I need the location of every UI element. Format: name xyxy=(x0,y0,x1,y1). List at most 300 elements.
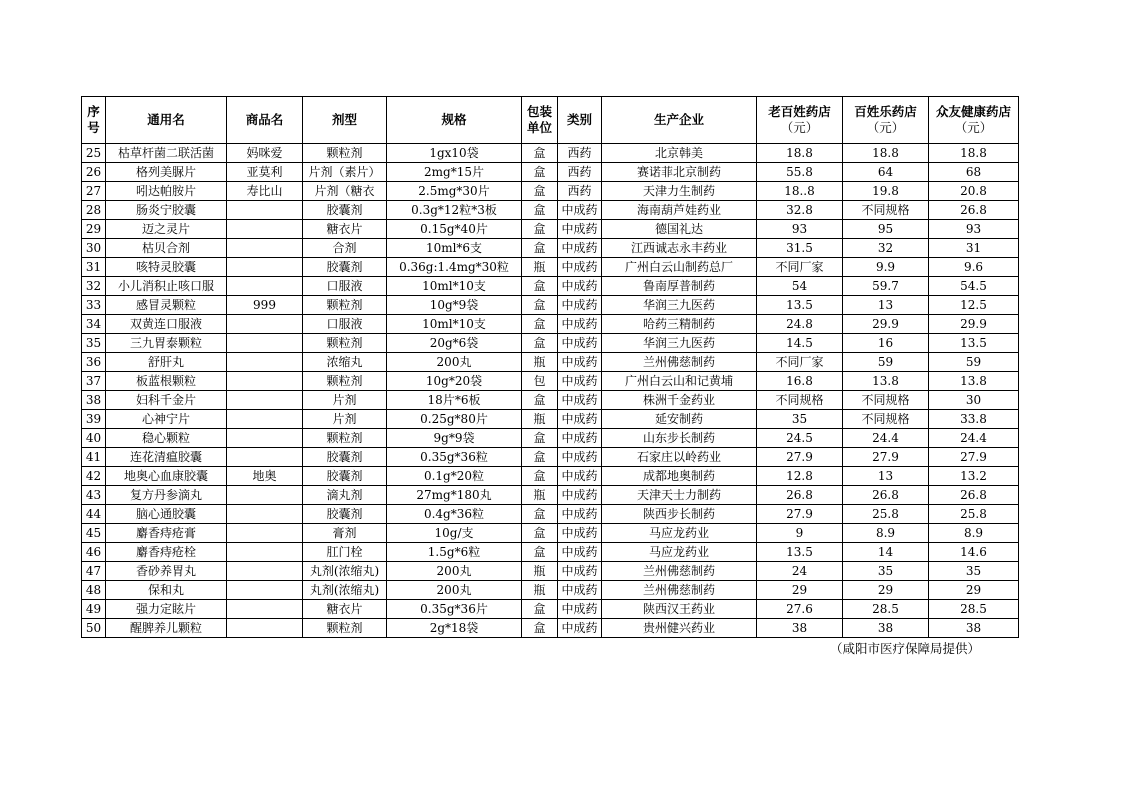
cell-maker: 马应龙药业 xyxy=(602,543,757,562)
cell-category: 中成药 xyxy=(558,296,602,315)
cell-p3: 25.8 xyxy=(929,505,1019,524)
cell-form: 膏剂 xyxy=(303,524,387,543)
cell-form: 片剂（素片） xyxy=(303,163,387,182)
cell-unit: 盒 xyxy=(522,315,558,334)
cell-seq: 32 xyxy=(82,277,106,296)
cell-form: 浓缩丸 xyxy=(303,353,387,372)
column-header-spec xyxy=(387,97,522,144)
cell-maker: 株洲千金药业 xyxy=(602,391,757,410)
table-row xyxy=(82,600,1019,619)
cell-form: 片剂（糖衣 xyxy=(303,182,387,201)
table-row xyxy=(82,163,1019,182)
cell-p3: 31 xyxy=(929,239,1019,258)
cell-unit: 盒 xyxy=(522,220,558,239)
cell-category: 中成药 xyxy=(558,486,602,505)
cell-p1: 54 xyxy=(757,277,843,296)
cell-unit: 盒 xyxy=(522,239,558,258)
cell-generic: 三九胃泰颗粒 xyxy=(106,334,227,353)
cell-brand: 999 xyxy=(227,296,303,315)
drug-price-table xyxy=(81,96,1019,638)
cell-seq: 42 xyxy=(82,467,106,486)
cell-form: 颗粒剂 xyxy=(303,429,387,448)
cell-spec: 0.1g*20粒 xyxy=(387,467,522,486)
cell-form: 颗粒剂 xyxy=(303,144,387,163)
table-row xyxy=(82,429,1019,448)
cell-p3: 59 xyxy=(929,353,1019,372)
cell-p2: 29 xyxy=(843,581,929,600)
cell-p1: 24.8 xyxy=(757,315,843,334)
cell-category: 中成药 xyxy=(558,372,602,391)
cell-seq: 47 xyxy=(82,562,106,581)
cell-maker: 山东步长制药 xyxy=(602,429,757,448)
cell-brand xyxy=(227,619,303,638)
cell-generic: 感冒灵颗粒 xyxy=(106,296,227,315)
cell-category: 中成药 xyxy=(558,505,602,524)
cell-p2: 64 xyxy=(843,163,929,182)
cell-form: 颗粒剂 xyxy=(303,619,387,638)
table-row xyxy=(82,277,1019,296)
cell-unit: 盒 xyxy=(522,334,558,353)
table-row xyxy=(82,524,1019,543)
cell-spec: 1.5g*6粒 xyxy=(387,543,522,562)
price-table-sheet xyxy=(81,96,1019,638)
column-header-form xyxy=(303,97,387,144)
cell-maker: 延安制药 xyxy=(602,410,757,429)
cell-form: 胶囊剂 xyxy=(303,258,387,277)
cell-brand xyxy=(227,429,303,448)
cell-p1: 32.8 xyxy=(757,201,843,220)
cell-p2: 59.7 xyxy=(843,277,929,296)
cell-p1: 31.5 xyxy=(757,239,843,258)
table-row xyxy=(82,372,1019,391)
cell-generic: 迈之灵片 xyxy=(106,220,227,239)
cell-p3: 68 xyxy=(929,163,1019,182)
cell-maker: 鲁南厚普制药 xyxy=(602,277,757,296)
cell-p3: 35 xyxy=(929,562,1019,581)
cell-spec: 10ml*6支 xyxy=(387,239,522,258)
table-body xyxy=(82,144,1019,638)
cell-seq: 37 xyxy=(82,372,106,391)
table-row xyxy=(82,410,1019,429)
cell-generic: 吲达帕胺片 xyxy=(106,182,227,201)
cell-spec: 2g*18袋 xyxy=(387,619,522,638)
cell-generic: 地奥心血康胶囊 xyxy=(106,467,227,486)
column-header-label: 老百姓药店 xyxy=(768,104,831,119)
cell-maker: 兰州佛慈制药 xyxy=(602,353,757,372)
cell-p3: 29 xyxy=(929,581,1019,600)
cell-p3: 26.8 xyxy=(929,486,1019,505)
cell-p1: 26.8 xyxy=(757,486,843,505)
cell-seq: 50 xyxy=(82,619,106,638)
cell-maker: 兰州佛慈制药 xyxy=(602,562,757,581)
cell-brand xyxy=(227,220,303,239)
cell-p3: 33.8 xyxy=(929,410,1019,429)
cell-seq: 46 xyxy=(82,543,106,562)
cell-form: 胶囊剂 xyxy=(303,448,387,467)
cell-seq: 33 xyxy=(82,296,106,315)
column-header-p3 xyxy=(929,97,1019,144)
cell-maker: 陕西汉王药业 xyxy=(602,600,757,619)
cell-p3: 30 xyxy=(929,391,1019,410)
cell-maker: 石家庄以岭药业 xyxy=(602,448,757,467)
cell-p2: 14 xyxy=(843,543,929,562)
cell-p2: 9.9 xyxy=(843,258,929,277)
table-row xyxy=(82,448,1019,467)
cell-unit: 瓶 xyxy=(522,562,558,581)
cell-seq: 36 xyxy=(82,353,106,372)
source-note: （咸阳市医疗保障局提供） xyxy=(830,641,981,656)
cell-p2: 25.8 xyxy=(843,505,929,524)
cell-brand xyxy=(227,486,303,505)
cell-p3: 29.9 xyxy=(929,315,1019,334)
cell-spec: 10g*20袋 xyxy=(387,372,522,391)
cell-generic: 醒脾养儿颗粒 xyxy=(106,619,227,638)
cell-generic: 心神宁片 xyxy=(106,410,227,429)
cell-seq: 38 xyxy=(82,391,106,410)
cell-p3: 27.9 xyxy=(929,448,1019,467)
cell-p2: 35 xyxy=(843,562,929,581)
cell-p1: 29 xyxy=(757,581,843,600)
cell-category: 中成药 xyxy=(558,524,602,543)
cell-p3: 13.8 xyxy=(929,372,1019,391)
cell-category: 中成药 xyxy=(558,410,602,429)
cell-form: 肛门栓 xyxy=(303,543,387,562)
cell-form: 片剂 xyxy=(303,410,387,429)
cell-spec: 9g*9袋 xyxy=(387,429,522,448)
cell-generic: 小儿消积止咳口服 xyxy=(106,277,227,296)
cell-p2: 27.9 xyxy=(843,448,929,467)
cell-unit: 盒 xyxy=(522,467,558,486)
cell-p2: 26.8 xyxy=(843,486,929,505)
cell-spec: 200丸 xyxy=(387,353,522,372)
cell-seq: 27 xyxy=(82,182,106,201)
cell-generic: 强力定眩片 xyxy=(106,600,227,619)
cell-brand: 寿比山 xyxy=(227,182,303,201)
cell-p2: 59 xyxy=(843,353,929,372)
cell-generic: 稳心颗粒 xyxy=(106,429,227,448)
cell-p3: 14.6 xyxy=(929,543,1019,562)
cell-brand xyxy=(227,353,303,372)
cell-unit: 盒 xyxy=(522,619,558,638)
cell-maker: 陕西步长制药 xyxy=(602,505,757,524)
column-header-p1 xyxy=(757,97,843,144)
cell-maker: 北京韩美 xyxy=(602,144,757,163)
cell-spec: 10ml*10支 xyxy=(387,277,522,296)
cell-p3: 26.8 xyxy=(929,201,1019,220)
cell-unit: 盒 xyxy=(522,277,558,296)
cell-spec: 27mg*180丸 xyxy=(387,486,522,505)
cell-form: 胶囊剂 xyxy=(303,505,387,524)
cell-seq: 40 xyxy=(82,429,106,448)
table-row xyxy=(82,334,1019,353)
cell-p1: 12.8 xyxy=(757,467,843,486)
cell-category: 中成药 xyxy=(558,600,602,619)
cell-form: 口服液 xyxy=(303,315,387,334)
table-row xyxy=(82,467,1019,486)
cell-p2: 18.8 xyxy=(843,144,929,163)
cell-brand xyxy=(227,239,303,258)
cell-p2: 13 xyxy=(843,296,929,315)
cell-unit: 盒 xyxy=(522,505,558,524)
column-header-category xyxy=(558,97,602,144)
cell-form: 颗粒剂 xyxy=(303,296,387,315)
table-row xyxy=(82,353,1019,372)
cell-form: 胶囊剂 xyxy=(303,467,387,486)
cell-maker: 赛诺菲北京制药 xyxy=(602,163,757,182)
cell-brand xyxy=(227,581,303,600)
cell-p3: 13.2 xyxy=(929,467,1019,486)
cell-generic: 香砂养胃丸 xyxy=(106,562,227,581)
cell-p3: 93 xyxy=(929,220,1019,239)
cell-form: 丸剂(浓缩丸) xyxy=(303,562,387,581)
cell-form: 胶囊剂 xyxy=(303,201,387,220)
cell-unit: 盒 xyxy=(522,391,558,410)
cell-maker: 哈药三精制药 xyxy=(602,315,757,334)
table-row xyxy=(82,562,1019,581)
cell-category: 中成药 xyxy=(558,448,602,467)
cell-spec: 18片*6板 xyxy=(387,391,522,410)
cell-spec: 0.36g:1.4mg*30粒 xyxy=(387,258,522,277)
cell-seq: 39 xyxy=(82,410,106,429)
table-row xyxy=(82,220,1019,239)
cell-form: 糖衣片 xyxy=(303,600,387,619)
cell-p3: 9.6 xyxy=(929,258,1019,277)
cell-p2: 不同规格 xyxy=(843,201,929,220)
column-header-unit: （元） xyxy=(866,120,905,135)
cell-maker: 贵州健兴药业 xyxy=(602,619,757,638)
cell-maker: 广州白云山和记黄埔 xyxy=(602,372,757,391)
cell-unit: 瓶 xyxy=(522,486,558,505)
table-row xyxy=(82,296,1019,315)
cell-spec: 200丸 xyxy=(387,562,522,581)
cell-seq: 34 xyxy=(82,315,106,334)
cell-seq: 26 xyxy=(82,163,106,182)
cell-generic: 舒肝丸 xyxy=(106,353,227,372)
cell-form: 颗粒剂 xyxy=(303,372,387,391)
cell-seq: 35 xyxy=(82,334,106,353)
cell-maker: 马应龙药业 xyxy=(602,524,757,543)
cell-p1: 13.5 xyxy=(757,296,843,315)
column-header-label: 通用名 xyxy=(147,112,185,127)
cell-maker: 天津力生制药 xyxy=(602,182,757,201)
cell-category: 中成药 xyxy=(558,220,602,239)
cell-p2: 19.8 xyxy=(843,182,929,201)
cell-category: 中成药 xyxy=(558,277,602,296)
cell-p2: 13 xyxy=(843,467,929,486)
cell-category: 中成药 xyxy=(558,467,602,486)
cell-brand xyxy=(227,277,303,296)
cell-maker: 海南葫芦娃药业 xyxy=(602,201,757,220)
cell-p2: 29.9 xyxy=(843,315,929,334)
cell-spec: 0.3g*12粒*3板 xyxy=(387,201,522,220)
cell-unit: 盒 xyxy=(522,296,558,315)
cell-p2: 32 xyxy=(843,239,929,258)
cell-p1: 不同规格 xyxy=(757,391,843,410)
table-row xyxy=(82,391,1019,410)
cell-brand xyxy=(227,372,303,391)
cell-spec: 0.15g*40片 xyxy=(387,220,522,239)
table-row xyxy=(82,543,1019,562)
table-row xyxy=(82,182,1019,201)
cell-brand xyxy=(227,391,303,410)
cell-brand xyxy=(227,524,303,543)
cell-seq: 25 xyxy=(82,144,106,163)
cell-form: 口服液 xyxy=(303,277,387,296)
column-header-unit: （元） xyxy=(954,120,993,135)
cell-spec: 2.5mg*30片 xyxy=(387,182,522,201)
cell-p1: 35 xyxy=(757,410,843,429)
column-header-maker xyxy=(602,97,757,144)
table-row xyxy=(82,144,1019,163)
cell-generic: 枯贝合剂 xyxy=(106,239,227,258)
cell-category: 中成药 xyxy=(558,334,602,353)
cell-category: 中成药 xyxy=(558,353,602,372)
cell-unit: 盒 xyxy=(522,429,558,448)
cell-brand xyxy=(227,448,303,467)
cell-seq: 31 xyxy=(82,258,106,277)
cell-category: 中成药 xyxy=(558,581,602,600)
cell-seq: 29 xyxy=(82,220,106,239)
cell-form: 糖衣片 xyxy=(303,220,387,239)
cell-generic: 保和丸 xyxy=(106,581,227,600)
table-row xyxy=(82,619,1019,638)
column-header-label: 剂型 xyxy=(331,112,357,127)
cell-p3: 20.8 xyxy=(929,182,1019,201)
cell-p1: 93 xyxy=(757,220,843,239)
cell-spec: 0.35g*36粒 xyxy=(387,448,522,467)
cell-p3: 38 xyxy=(929,619,1019,638)
cell-p2: 95 xyxy=(843,220,929,239)
table-header-row xyxy=(82,97,1019,144)
column-header-unit xyxy=(522,97,558,144)
cell-seq: 44 xyxy=(82,505,106,524)
cell-spec: 200丸 xyxy=(387,581,522,600)
cell-p1: 27.9 xyxy=(757,448,843,467)
table-row xyxy=(82,258,1019,277)
cell-p1: 24 xyxy=(757,562,843,581)
cell-generic: 麝香痔疮膏 xyxy=(106,524,227,543)
cell-category: 中成药 xyxy=(558,201,602,220)
cell-p3: 12.5 xyxy=(929,296,1019,315)
cell-p3: 13.5 xyxy=(929,334,1019,353)
cell-p3: 28.5 xyxy=(929,600,1019,619)
cell-category: 西药 xyxy=(558,144,602,163)
cell-spec: 10ml*10支 xyxy=(387,315,522,334)
cell-category: 中成药 xyxy=(558,619,602,638)
table-row xyxy=(82,486,1019,505)
cell-unit: 瓶 xyxy=(522,581,558,600)
cell-generic: 板蓝根颗粒 xyxy=(106,372,227,391)
cell-category: 西药 xyxy=(558,163,602,182)
cell-maker: 华润三九医药 xyxy=(602,334,757,353)
cell-seq: 49 xyxy=(82,600,106,619)
table-row xyxy=(82,505,1019,524)
cell-category: 中成药 xyxy=(558,258,602,277)
cell-unit: 盒 xyxy=(522,600,558,619)
table-row xyxy=(82,315,1019,334)
cell-maker: 德国礼达 xyxy=(602,220,757,239)
cell-maker: 广州白云山制药总厂 xyxy=(602,258,757,277)
cell-unit: 盒 xyxy=(522,144,558,163)
cell-p2: 24.4 xyxy=(843,429,929,448)
cell-generic: 肠炎宁胶囊 xyxy=(106,201,227,220)
cell-p1: 14.5 xyxy=(757,334,843,353)
cell-p1: 27.9 xyxy=(757,505,843,524)
column-header-seq xyxy=(82,97,106,144)
cell-unit: 包 xyxy=(522,372,558,391)
column-header-label: 商品名 xyxy=(245,112,284,127)
cell-form: 片剂 xyxy=(303,391,387,410)
cell-maker: 江西诚志永丰药业 xyxy=(602,239,757,258)
cell-generic: 脑心通胶囊 xyxy=(106,505,227,524)
cell-p1: 18..8 xyxy=(757,182,843,201)
cell-form: 颗粒剂 xyxy=(303,334,387,353)
column-header-label: 包装单位 xyxy=(526,104,552,135)
cell-brand xyxy=(227,315,303,334)
cell-unit: 盒 xyxy=(522,163,558,182)
cell-maker: 天津天士力制药 xyxy=(602,486,757,505)
cell-spec: 0.25g*80片 xyxy=(387,410,522,429)
column-header-p2 xyxy=(843,97,929,144)
column-header-unit: （元） xyxy=(780,120,819,135)
cell-generic: 双黄连口服液 xyxy=(106,315,227,334)
cell-maker: 成都地奥制药 xyxy=(602,467,757,486)
cell-p2: 28.5 xyxy=(843,600,929,619)
cell-spec: 10g*9袋 xyxy=(387,296,522,315)
cell-category: 中成药 xyxy=(558,315,602,334)
cell-seq: 41 xyxy=(82,448,106,467)
cell-p2: 16 xyxy=(843,334,929,353)
cell-generic: 枯草杆菌二联活菌 xyxy=(106,144,227,163)
cell-seq: 48 xyxy=(82,581,106,600)
cell-spec: 2mg*15片 xyxy=(387,163,522,182)
cell-category: 中成药 xyxy=(558,391,602,410)
cell-unit: 盒 xyxy=(522,201,558,220)
cell-p3: 18.8 xyxy=(929,144,1019,163)
cell-generic: 妇科千金片 xyxy=(106,391,227,410)
cell-brand xyxy=(227,543,303,562)
cell-brand xyxy=(227,201,303,220)
cell-generic: 格列美脲片 xyxy=(106,163,227,182)
column-header-label: 类别 xyxy=(566,112,592,127)
cell-unit: 盒 xyxy=(522,182,558,201)
cell-category: 中成药 xyxy=(558,429,602,448)
cell-p2: 13.8 xyxy=(843,372,929,391)
cell-spec: 20g*6袋 xyxy=(387,334,522,353)
cell-p2: 不同规格 xyxy=(843,391,929,410)
cell-p1: 不同厂家 xyxy=(757,258,843,277)
column-header-label: 规格 xyxy=(441,112,467,127)
table-row xyxy=(82,201,1019,220)
cell-seq: 30 xyxy=(82,239,106,258)
cell-category: 中成药 xyxy=(558,562,602,581)
cell-category: 西药 xyxy=(558,182,602,201)
cell-p2: 8.9 xyxy=(843,524,929,543)
cell-spec: 1gx10袋 xyxy=(387,144,522,163)
cell-maker: 华润三九医药 xyxy=(602,296,757,315)
cell-seq: 43 xyxy=(82,486,106,505)
cell-brand: 妈咪爱 xyxy=(227,144,303,163)
cell-category: 中成药 xyxy=(558,543,602,562)
cell-unit: 盒 xyxy=(522,448,558,467)
cell-brand xyxy=(227,334,303,353)
cell-form: 滴丸剂 xyxy=(303,486,387,505)
cell-generic: 麝香痔疮栓 xyxy=(106,543,227,562)
cell-brand xyxy=(227,258,303,277)
table-row xyxy=(82,239,1019,258)
cell-unit: 盒 xyxy=(522,524,558,543)
cell-maker: 兰州佛慈制药 xyxy=(602,581,757,600)
